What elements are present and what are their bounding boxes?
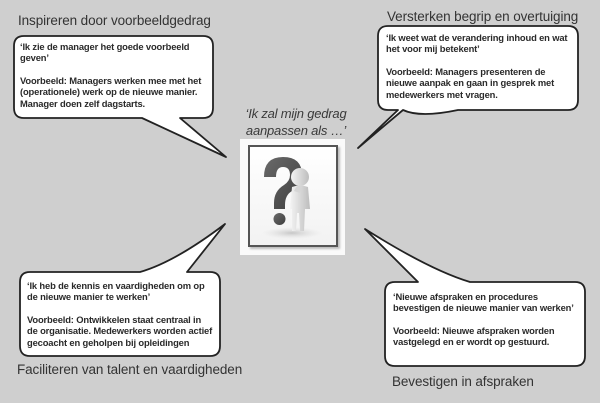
heading-top-right: Versterken begrip en overtuiging <box>387 9 579 24</box>
quote-line: ‘Ik zie de manager het goede voorbeeld <box>20 41 190 52</box>
center-caption <box>236 105 356 139</box>
example-line: gecoacht en geholpen bij opleidingen <box>27 336 190 348</box>
example-line: medewerkers met vragen. <box>386 88 498 100</box>
heading-bottom-right: Bevestigen in afspraken <box>392 374 534 389</box>
quote-line: ‘Ik weet wat de verandering inhoud en wat <box>386 32 568 43</box>
example <box>27 314 219 348</box>
quote <box>386 32 578 55</box>
quote <box>393 291 585 314</box>
bubble-text-bottom-right <box>393 291 585 348</box>
caption-line: aanpassen als …’ <box>245 123 347 138</box>
example-line: Voorbeeld: Nieuwe afspraken worden <box>393 324 555 336</box>
example-line: de organisatie. Medewerkers worden actief <box>27 325 213 337</box>
example-line: Voorbeeld: Ontwikkelen staat centraal in <box>27 313 202 325</box>
center-picture <box>240 139 345 255</box>
example-line: nieuwe aanpak en gaan in gesprek met <box>386 77 555 89</box>
example <box>20 75 212 109</box>
example-line: (operationele) werk op de nieuwe manier. <box>20 86 198 98</box>
quote-line: ‘Nieuwe afspraken en procedures <box>393 291 538 302</box>
heading-top-left: Inspireren door voorbeeldgedrag <box>18 13 211 28</box>
bubble-text-top-right <box>386 32 578 100</box>
example-line: Voorbeeld: Managers werken mee met het <box>20 74 202 86</box>
example-line: Voorbeeld: Managers presenteren de <box>386 65 546 77</box>
example <box>386 66 578 100</box>
bubble-text-top-left <box>20 41 212 109</box>
quote <box>27 280 219 303</box>
example-line: Manager doen zelf dagstarts. <box>20 97 145 109</box>
quote-line: het voor mij betekent’ <box>386 43 480 55</box>
picture-frame <box>248 145 338 247</box>
caption-line: ‘Ik zal mijn gedrag <box>245 106 347 121</box>
quote-line: bevestigen de nieuwe manier van werken’ <box>393 302 574 314</box>
quote-line: geven’ <box>20 52 49 64</box>
heading-bottom-left: Faciliteren van talent en vaardigheden <box>17 362 243 377</box>
bubble-text-bottom-left <box>27 280 219 348</box>
quote <box>20 41 212 64</box>
quote-line: de nieuwe manier te werken’ <box>27 291 151 303</box>
question-mark-figure-icon <box>250 147 336 245</box>
quote-line: ‘Ik heb de kennis en vaardigheden om op <box>27 280 205 291</box>
example <box>393 325 585 348</box>
example-line: vastgelegd en er wordt op gestuurd. <box>393 336 550 348</box>
